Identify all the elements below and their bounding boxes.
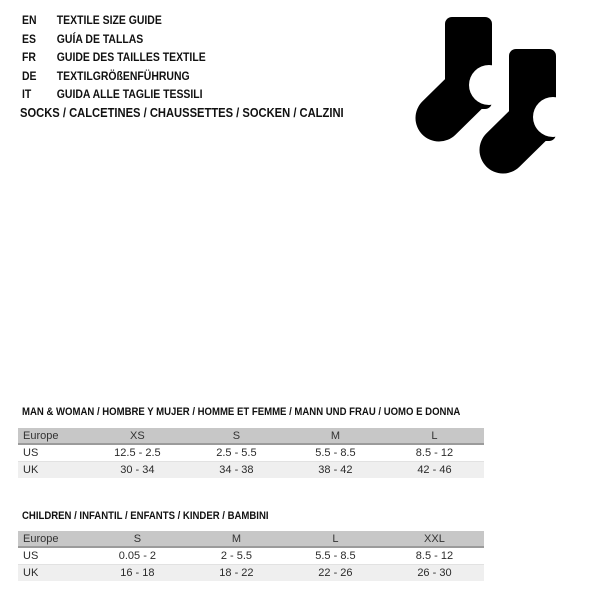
- column-header-region: Europe: [23, 532, 59, 545]
- column-header-size: L: [332, 532, 339, 545]
- size-cell: 26 - 30: [417, 567, 452, 579]
- size-cell: 12.5 - 2.5: [114, 447, 161, 459]
- language-code: IT: [22, 87, 32, 102]
- language-code: ES: [22, 31, 36, 46]
- table-row-uk: [18, 462, 484, 478]
- size-cell: 2.5 - 5.5: [216, 447, 257, 459]
- language-label: TEXTILGRÖßENFÜHRUNG: [56, 68, 190, 83]
- size-cell: 0.05 - 2: [118, 550, 157, 562]
- size-cell: 5.5 - 8.5: [315, 550, 356, 562]
- language-row: [22, 30, 206, 49]
- table-row-us: [18, 445, 484, 462]
- column-header-region: Europe: [23, 429, 59, 442]
- row-label: UK: [23, 567, 39, 579]
- table-header-row: [18, 531, 484, 548]
- column-header-size: L: [431, 429, 438, 442]
- language-code: EN: [22, 13, 37, 28]
- size-cell: 38 - 42: [318, 464, 353, 476]
- language-code: DE: [22, 68, 37, 83]
- table-row-us: [18, 548, 484, 565]
- language-label: GUIDA ALLE TAGLIE TESSILI: [56, 87, 203, 102]
- row-label: US: [23, 447, 39, 459]
- language-label: GUÍA DE TALLAS: [56, 31, 144, 46]
- size-cell: 8.5 - 12: [415, 447, 454, 459]
- column-header-size: M: [330, 429, 341, 442]
- socks-icon: [410, 15, 566, 181]
- size-table-children: [18, 531, 484, 581]
- size-cell: 22 - 26: [318, 567, 353, 579]
- language-row: [22, 67, 206, 86]
- adult-table-title: MAN & WOMAN / HOMBRE Y MUJER / HOMME ET FEMME / MANN UND FRAU / UOMO E DONNA: [22, 406, 461, 418]
- sock-shape-back: [439, 17, 509, 118]
- column-header-size: S: [133, 532, 142, 545]
- language-label: GUIDE DES TAILLES TEXTILE: [56, 50, 206, 65]
- size-cell: 2 - 5.5: [220, 550, 252, 562]
- size-cell: 5.5 - 8.5: [315, 447, 356, 459]
- sock-shape-front: [503, 49, 566, 150]
- language-row: [22, 85, 206, 104]
- column-header-size: XXL: [424, 532, 445, 545]
- size-cell: 16 - 18: [120, 567, 155, 579]
- size-table-adult: [18, 428, 484, 478]
- language-row: [22, 48, 206, 67]
- language-row: [22, 11, 206, 30]
- table-header-row: [18, 428, 484, 445]
- language-label: TEXTILE SIZE GUIDE: [56, 13, 162, 28]
- column-header-size: XS: [130, 429, 145, 442]
- language-list: [22, 11, 206, 104]
- size-cell: 42 - 46: [417, 464, 452, 476]
- language-code: FR: [22, 50, 36, 65]
- row-label: UK: [23, 464, 39, 476]
- size-cell: 34 - 38: [219, 464, 254, 476]
- size-cell: 30 - 34: [120, 464, 155, 476]
- table-row-uk: [18, 565, 484, 581]
- category-title: SOCKS / CALCETINES / CHAUSSETTES / SOCKEN / CALZINI: [20, 105, 344, 120]
- size-cell: 18 - 22: [219, 567, 254, 579]
- column-header-size: S: [232, 429, 241, 442]
- row-label: US: [23, 550, 39, 562]
- column-header-size: M: [231, 532, 241, 545]
- size-cell: 8.5 - 12: [415, 550, 454, 562]
- children-table-title: CHILDREN / INFANTIL / ENFANTS / KINDER / BAMBINI: [22, 510, 269, 522]
